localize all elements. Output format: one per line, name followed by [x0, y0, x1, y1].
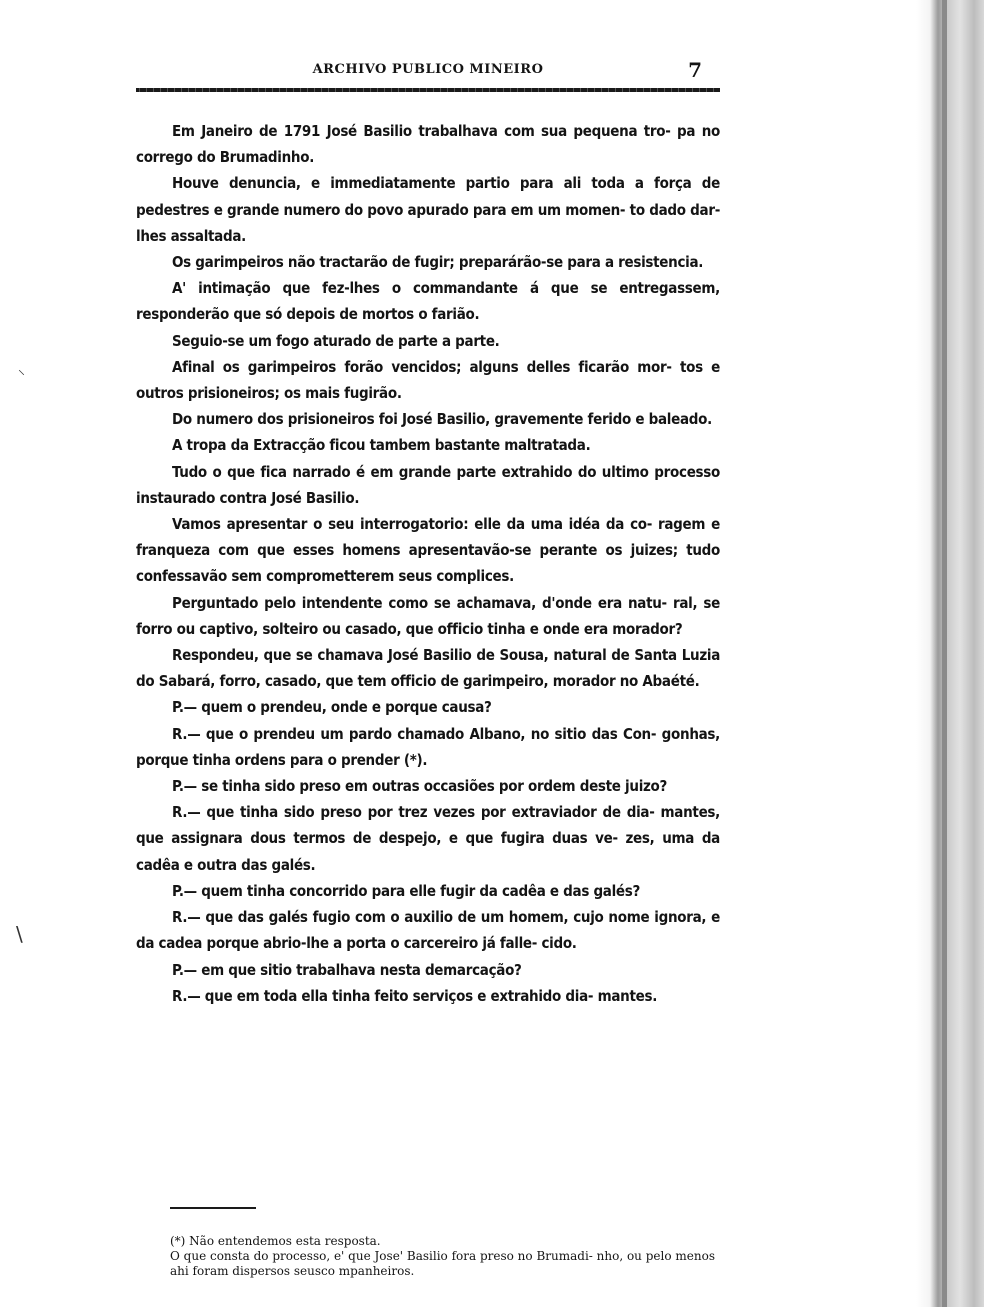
- page-header: [136, 58, 720, 92]
- footnote-rule: [170, 1207, 256, 1209]
- paragraph: Afinal os garimpeiros forão vencidos; alguns delles ficarão mor- tos e outros prisioneiros; os mais fugirão.: [136, 357, 720, 403]
- margin-mark-dot: ⸜: [18, 362, 25, 378]
- page-number: 7: [688, 58, 702, 82]
- paragraph: A' intimação que fez-lhes o commandante á que se entregassem, responderão que só depois de mortos o farião.: [136, 279, 720, 324]
- margin-mark-stroke: \: [16, 922, 23, 946]
- paragraph: R.— que tinha sido preso por trez vezes por extraviador de dia- mantes, que assignara dous termos de despejo, e que fugira duas ve- zes, uma da cadêa e outra das galés.: [136, 803, 720, 874]
- header-rule: [136, 88, 720, 92]
- paragraph: Seguio-se um fogo aturado de parte a parte.: [172, 331, 500, 350]
- footnote-line: (*) Não entendemos esta resposta.: [170, 1234, 381, 1248]
- paragraph: P.— se tinha sido preso em outras occasiões por ordem deste juizo?: [172, 777, 668, 796]
- scanned-page-edge: [916, 0, 984, 1307]
- paragraph: A tropa da Extracção ficou tambem bastante maltratada.: [172, 436, 591, 455]
- paragraph: P.— em que sitio trabalhava nesta demarcação?: [172, 960, 522, 979]
- paragraph: R.— que em toda ella tinha feito serviços e extrahido dia- mantes.: [172, 986, 658, 1005]
- paragraph: Do numero dos prisioneiros foi José Basilio, gravemente ferido e baleado.: [172, 410, 712, 429]
- paragraph: R.— que das galés fugio com o auxilio de um homem, cujo nome ignora, e da cadea porque abrio-lhe a porta o carcereiro já falle- cido.: [136, 908, 720, 953]
- body-text: [136, 118, 720, 1009]
- paragraph: Respondeu, que se chamava José Basilio de Sousa, natural de Santa Luzia do Sabará, forro, casado, que tem officio de garimpeiro, morador no Abaété.: [136, 646, 720, 691]
- footnote: [170, 1234, 730, 1279]
- paragraph: Perguntado pelo intendente como se achamava, d'onde era natu- ral, se forro ou captivo, solteiro ou casado, que officio tinha e onde era morador?: [136, 593, 720, 638]
- paragraph: Tudo o que fica narrado é em grande parte extrahido do ultimo processo instaurado contra José Basilio.: [136, 462, 720, 507]
- paragraph: Os garimpeiros não tractarão de fugir; preparárão-se para a resistencia.: [172, 253, 704, 272]
- paragraph: R.— que o prendeu um pardo chamado Albano, no sitio das Con- gonhas, porque tinha ordens para o prender (*).: [136, 724, 720, 769]
- paragraph: P.— quem o prendeu, onde e porque causa?: [172, 698, 492, 717]
- paragraph: Vamos apresentar o seu interrogatorio: elle da uma idéa da co- ragem e franqueza com que esses homens apresentavão-se perante os juizes; tudo confessavão sem comprometterem seus complices.: [136, 515, 720, 586]
- paragraph: Em Janeiro de 1791 José Basilio trabalhava com sua pequena tro- pa no corrego do Brumadinho.: [136, 122, 720, 167]
- running-title: ARCHIVO PUBLICO MINEIRO: [312, 62, 544, 77]
- footnote-line: O que consta do processo, e' que Jose' Basilio fora preso no Brumadi- nho, ou pelo menos ahi foram dispersos seusco mpanheiros.: [170, 1249, 715, 1278]
- paragraph: P.— quem tinha concorrido para elle fugir da cadêa e das galés?: [172, 881, 641, 900]
- paragraph: Houve denuncia, e immediatamente partio para ali toda a força de pedestres e grande numero do povo apurado para em um momen- to dado dar-lhes assaltada.: [136, 174, 720, 245]
